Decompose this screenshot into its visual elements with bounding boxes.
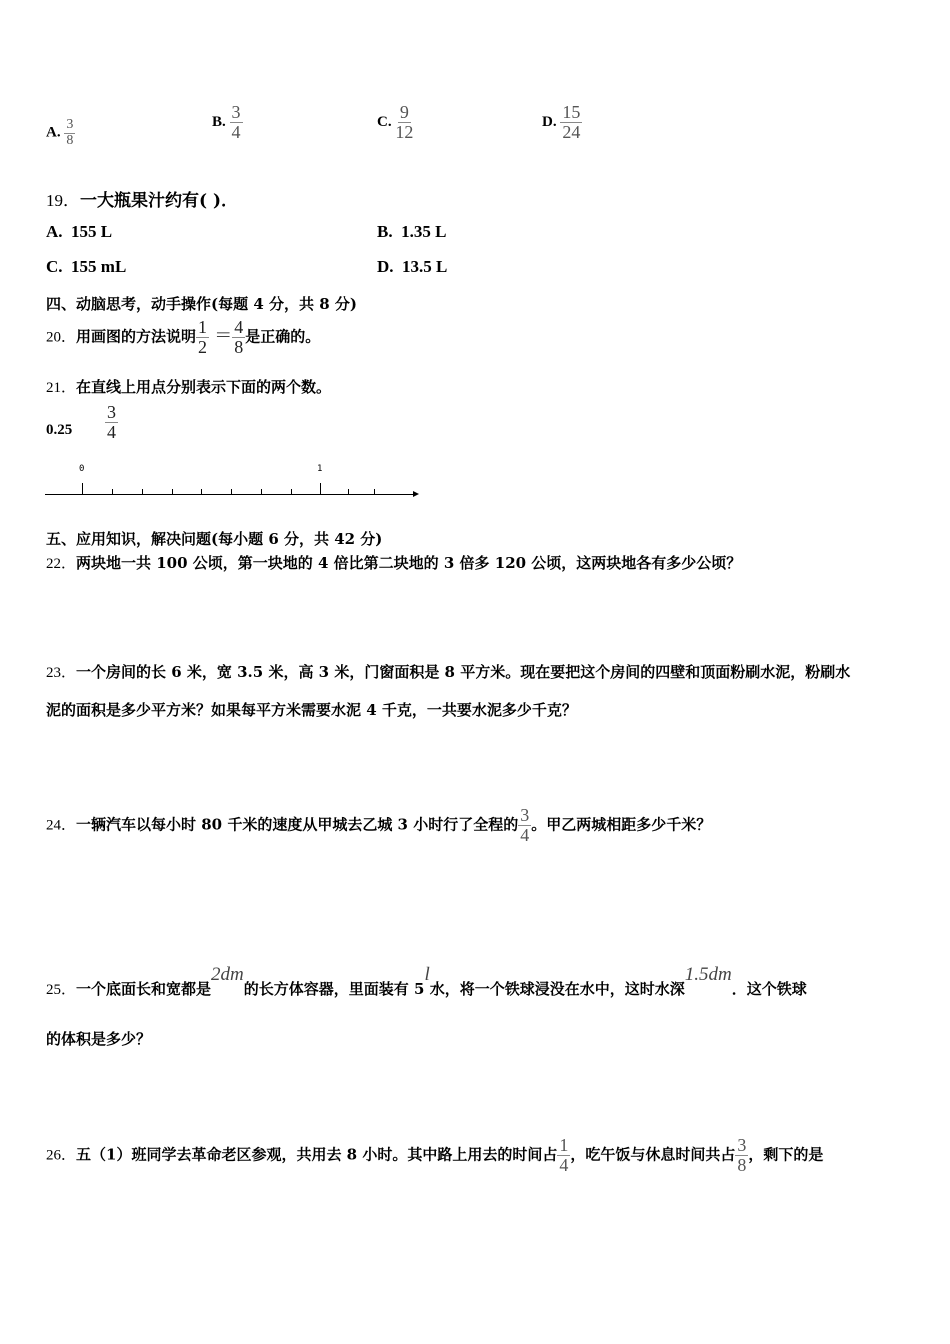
number-line-axis	[45, 494, 415, 495]
question-number: 25．	[46, 982, 77, 998]
value-0-25: 0.25	[46, 422, 73, 438]
tick	[172, 489, 173, 494]
question-text: 水，将一个铁球浸没在水中，这时水深	[429, 980, 685, 998]
option-text: 155 L	[71, 222, 113, 241]
question-text: 五（1）班同学去革命老区参观，共用去 8 小时。其中路上用去的时间占	[76, 1145, 558, 1164]
option-text: 1.35 L	[401, 222, 447, 241]
q19-option-c	[46, 257, 126, 277]
denominator: 4	[107, 421, 116, 442]
numerator: 3	[737, 1135, 747, 1155]
question-text: 用画图的方法说明	[76, 327, 197, 346]
fraction	[557, 1136, 570, 1175]
fraction	[105, 403, 118, 442]
question-number: 21．	[46, 380, 77, 396]
question-25-line2: 的体积是多少？	[46, 1030, 152, 1048]
question-text: 一大瓶果汁约有( )．	[80, 191, 239, 211]
fraction	[395, 103, 413, 142]
tick	[112, 489, 113, 494]
fraction	[518, 806, 531, 845]
denominator: 12	[395, 121, 414, 142]
tick-0	[82, 483, 83, 494]
math-1-5dm: 1.5dm	[684, 964, 732, 985]
numerator: 3	[107, 402, 116, 422]
question-26	[46, 1136, 823, 1175]
numerator: 1	[559, 1135, 569, 1155]
tick	[291, 489, 292, 494]
numerator: 3	[66, 117, 74, 132]
section-4-heading: 四、动脑思考，动手操作(每题 4 分，共 8 分)	[46, 295, 357, 313]
option-label: A.	[46, 222, 63, 241]
question-number: 23．	[46, 665, 77, 681]
math-2dm: 2dm	[211, 964, 244, 985]
tick	[374, 489, 375, 494]
q19-option-b	[377, 222, 446, 242]
fraction	[196, 318, 209, 357]
question-text: 一个房间的长 6 米，宽 3.5 米，高 3 米，门窗面积是 8 平方米。现在要把这个房间的四壁和顶面粉刷水泥，粉刷水	[76, 663, 851, 681]
question-number: 19．	[46, 191, 80, 210]
value-three-quarters	[105, 403, 118, 442]
option-label: A.	[46, 124, 61, 141]
fraction	[230, 103, 243, 142]
option-label: C.	[46, 257, 63, 276]
question-text: 。甲乙两城相距多少千米？	[531, 815, 712, 834]
denominator: 8	[234, 336, 244, 357]
denominator: 4	[231, 121, 241, 142]
numerator: 9	[399, 102, 409, 122]
question-text: 在直线上用点分别表示下面的两个数。	[76, 378, 332, 396]
question-text: ，吃午饭与休息时间共占	[570, 1145, 736, 1164]
tick-label-1: 1	[317, 464, 323, 474]
numerator: 4	[234, 317, 244, 337]
option-label: B.	[212, 113, 226, 130]
fraction	[232, 318, 245, 357]
q18-option-b	[212, 103, 243, 142]
numerator: 3	[231, 102, 241, 122]
numerator: 15	[562, 102, 581, 122]
denominator: 8	[66, 132, 74, 148]
q19-option-d	[377, 257, 447, 277]
fraction	[64, 118, 75, 148]
tick	[231, 489, 232, 494]
numerator: 3	[520, 805, 530, 825]
question-20	[46, 318, 320, 357]
option-label: D.	[542, 113, 557, 130]
question-25	[46, 964, 807, 1000]
tick-1	[320, 483, 321, 494]
question-text: 一个底面长和宽都是	[76, 980, 212, 998]
fraction	[560, 103, 582, 142]
option-label: D.	[377, 257, 394, 276]
denominator: 2	[198, 336, 208, 357]
question-text: 是正确的。	[245, 327, 321, 346]
q18-option-a	[46, 118, 75, 148]
option-text: 155 mL	[71, 257, 127, 276]
option-label: C.	[377, 113, 392, 130]
q19-option-a	[46, 222, 112, 242]
question-23-line2: 泥的面积是多少平方米？如果每平方米需要水泥 4 千克，一共要水泥多少千克？	[46, 701, 577, 719]
question-text: 的长方体容器，里面装有 5	[243, 980, 425, 998]
equals-sign: ＝	[214, 325, 233, 347]
tick	[201, 489, 202, 494]
arrow-icon	[413, 491, 419, 497]
option-label: B.	[377, 222, 393, 241]
question-text: ．这个铁球	[731, 980, 807, 998]
denominator: 4	[559, 1154, 569, 1175]
tick-label-0: 0	[79, 464, 85, 474]
tick	[261, 489, 262, 494]
tick	[348, 489, 349, 494]
question-number: 24．	[46, 817, 77, 834]
denominator: 24	[562, 121, 581, 142]
question-number: 22．	[46, 556, 77, 572]
question-text: ，剩下的是	[748, 1145, 824, 1164]
tick	[142, 489, 143, 494]
question-text: 一辆汽车以每小时 80 千米的速度从甲城去乙城 3 小时行了全程的	[76, 815, 519, 834]
denominator: 4	[520, 824, 530, 845]
question-text: 两块地一共 100 公顷，第一块地的 4 倍比第二块地的 3 倍多 120 公顷，这两块地各有多少公顷？	[76, 554, 742, 572]
q18-option-d	[542, 103, 582, 142]
question-22	[46, 552, 741, 573]
question-21	[46, 376, 331, 397]
numerator: 1	[198, 317, 208, 337]
question-24	[46, 806, 711, 845]
denominator: 8	[737, 1154, 747, 1175]
question-number: 26．	[46, 1147, 77, 1164]
question-23	[46, 661, 850, 682]
section-5-heading: 五、应用知识，解决问题(每小题 6 分，共 42 分)	[46, 530, 383, 548]
question-number: 20．	[46, 329, 77, 346]
q18-option-c	[377, 103, 413, 142]
fraction	[735, 1136, 748, 1175]
math-l: l	[424, 964, 430, 985]
option-text: 13.5 L	[402, 257, 448, 276]
question-19	[46, 186, 238, 211]
